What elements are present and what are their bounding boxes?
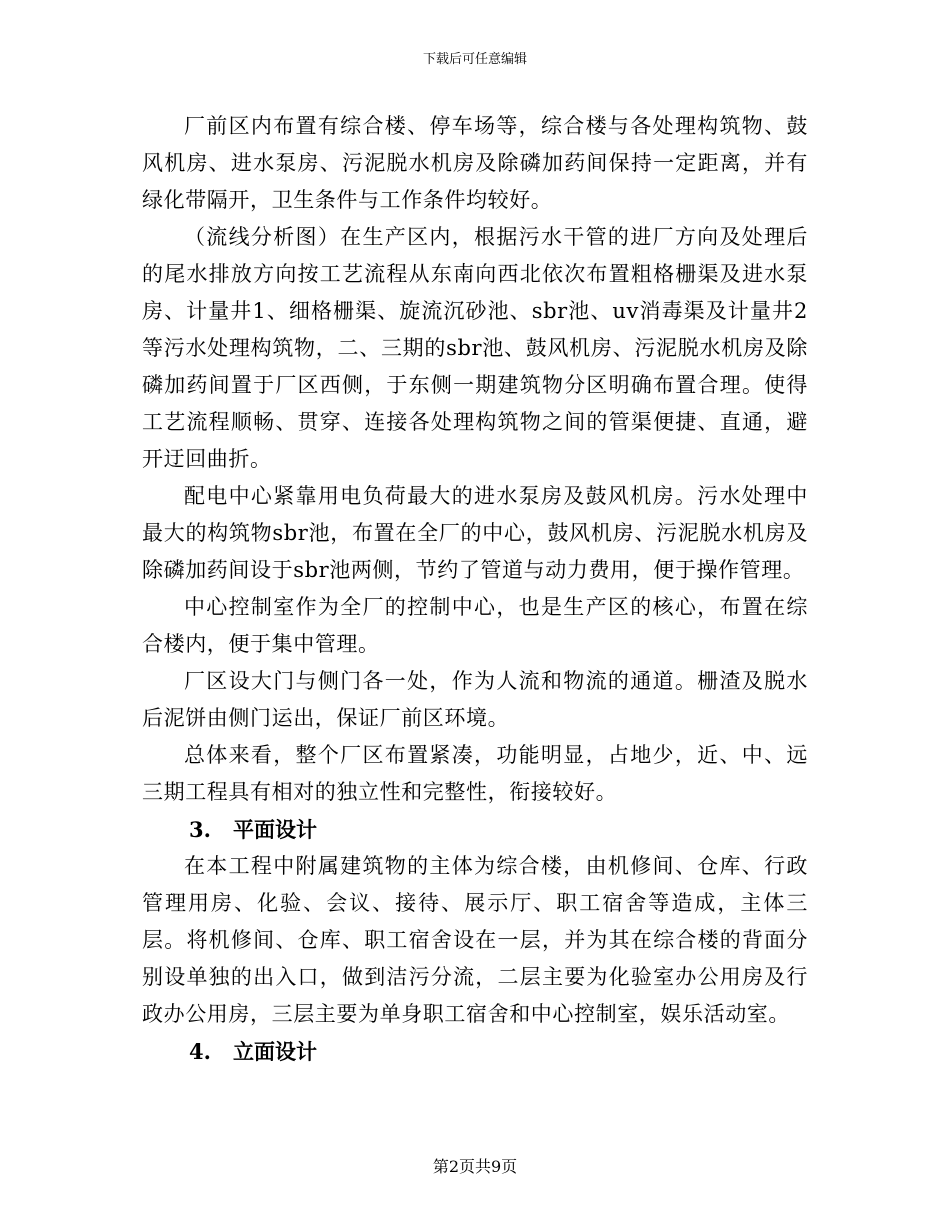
section-number: 4.	[189, 1039, 211, 1064]
paragraph-front-area: 厂前区内布置有综合楼、停车场等，综合楼与各处理构筑物、鼓风机房、进水泵房、污泥脱水机房及除磷加药间保持一定距离，并有绿化带隔开，卫生条件与工作条件均较好。	[142, 114, 808, 212]
section-title: 立面设计	[233, 1039, 317, 1064]
paragraph-plan-design: 在本工程中附属建筑物的主体为综合楼，由机修间、仓库、行政管理用房、化验、会议、接待、展示厅、职工宿舍等造成，主体三层。将机修间、仓库、职工宿舍设在一层，并为其在综合楼的背面分别设单独的出入口，做到洁污分流，二层主要为化验室办公用房及行政办公用房，三层主要为单身职工宿舍和中心控制室，娱乐活动室。	[142, 854, 808, 1026]
paragraph-gates: 厂区设大门与侧门各一处，作为人流和物流的通道。栅渣及脱水后泥饼由侧门运出，保证厂前区环境。	[142, 669, 808, 730]
paragraph-flow-analysis: （流线分析图）在生产区内，根据污水干管的进厂方向及处理后的尾水排放方向按工艺流程从东南向西北依次布置粗格栅渠及进水泵房、计量井1、细格栅渠、旋流沉砂池、sbr池、uv消毒渠及计量井2等污水处理构筑物，二、三期的sbr池、鼓风机房、污泥脱水机房及除磷加药间置于厂区西侧，于东侧一期建筑物分区明确布置合理。使得工艺流程顺畅、贯穿、连接各处理构筑物之间的管渠便捷、直通，避开迂回曲折。	[142, 225, 808, 471]
page-number: 第2页共9页	[432, 1157, 518, 1176]
section-title: 平面设计	[233, 817, 317, 842]
document-body	[142, 108, 808, 1070]
section-heading-elevation-design	[142, 1033, 808, 1070]
section-number: 3.	[189, 817, 211, 842]
paragraph-control-room: 中心控制室作为全厂的控制中心，也是生产区的核心，布置在综合楼内，便于集中管理。	[142, 595, 808, 656]
paragraph-summary: 总体来看，整个厂区布置紧凑，功能明显，占地少，近、中、远三期工程具有相对的独立性和完整性，衔接较好。	[142, 743, 808, 804]
page-header-note: 下载后可任意编辑	[422, 52, 527, 67]
section-heading-plan-design	[142, 811, 808, 848]
paragraph-power-center: 配电中心紧靠用电负荷最大的进水泵房及鼓风机房。污水处理中最大的构筑物sbr池，布置在全厂的中心，鼓风机房、污泥脱水机房及除磷加药间设于sbr池两侧，节约了管道与动力费用，便于操作管理。	[142, 484, 808, 582]
